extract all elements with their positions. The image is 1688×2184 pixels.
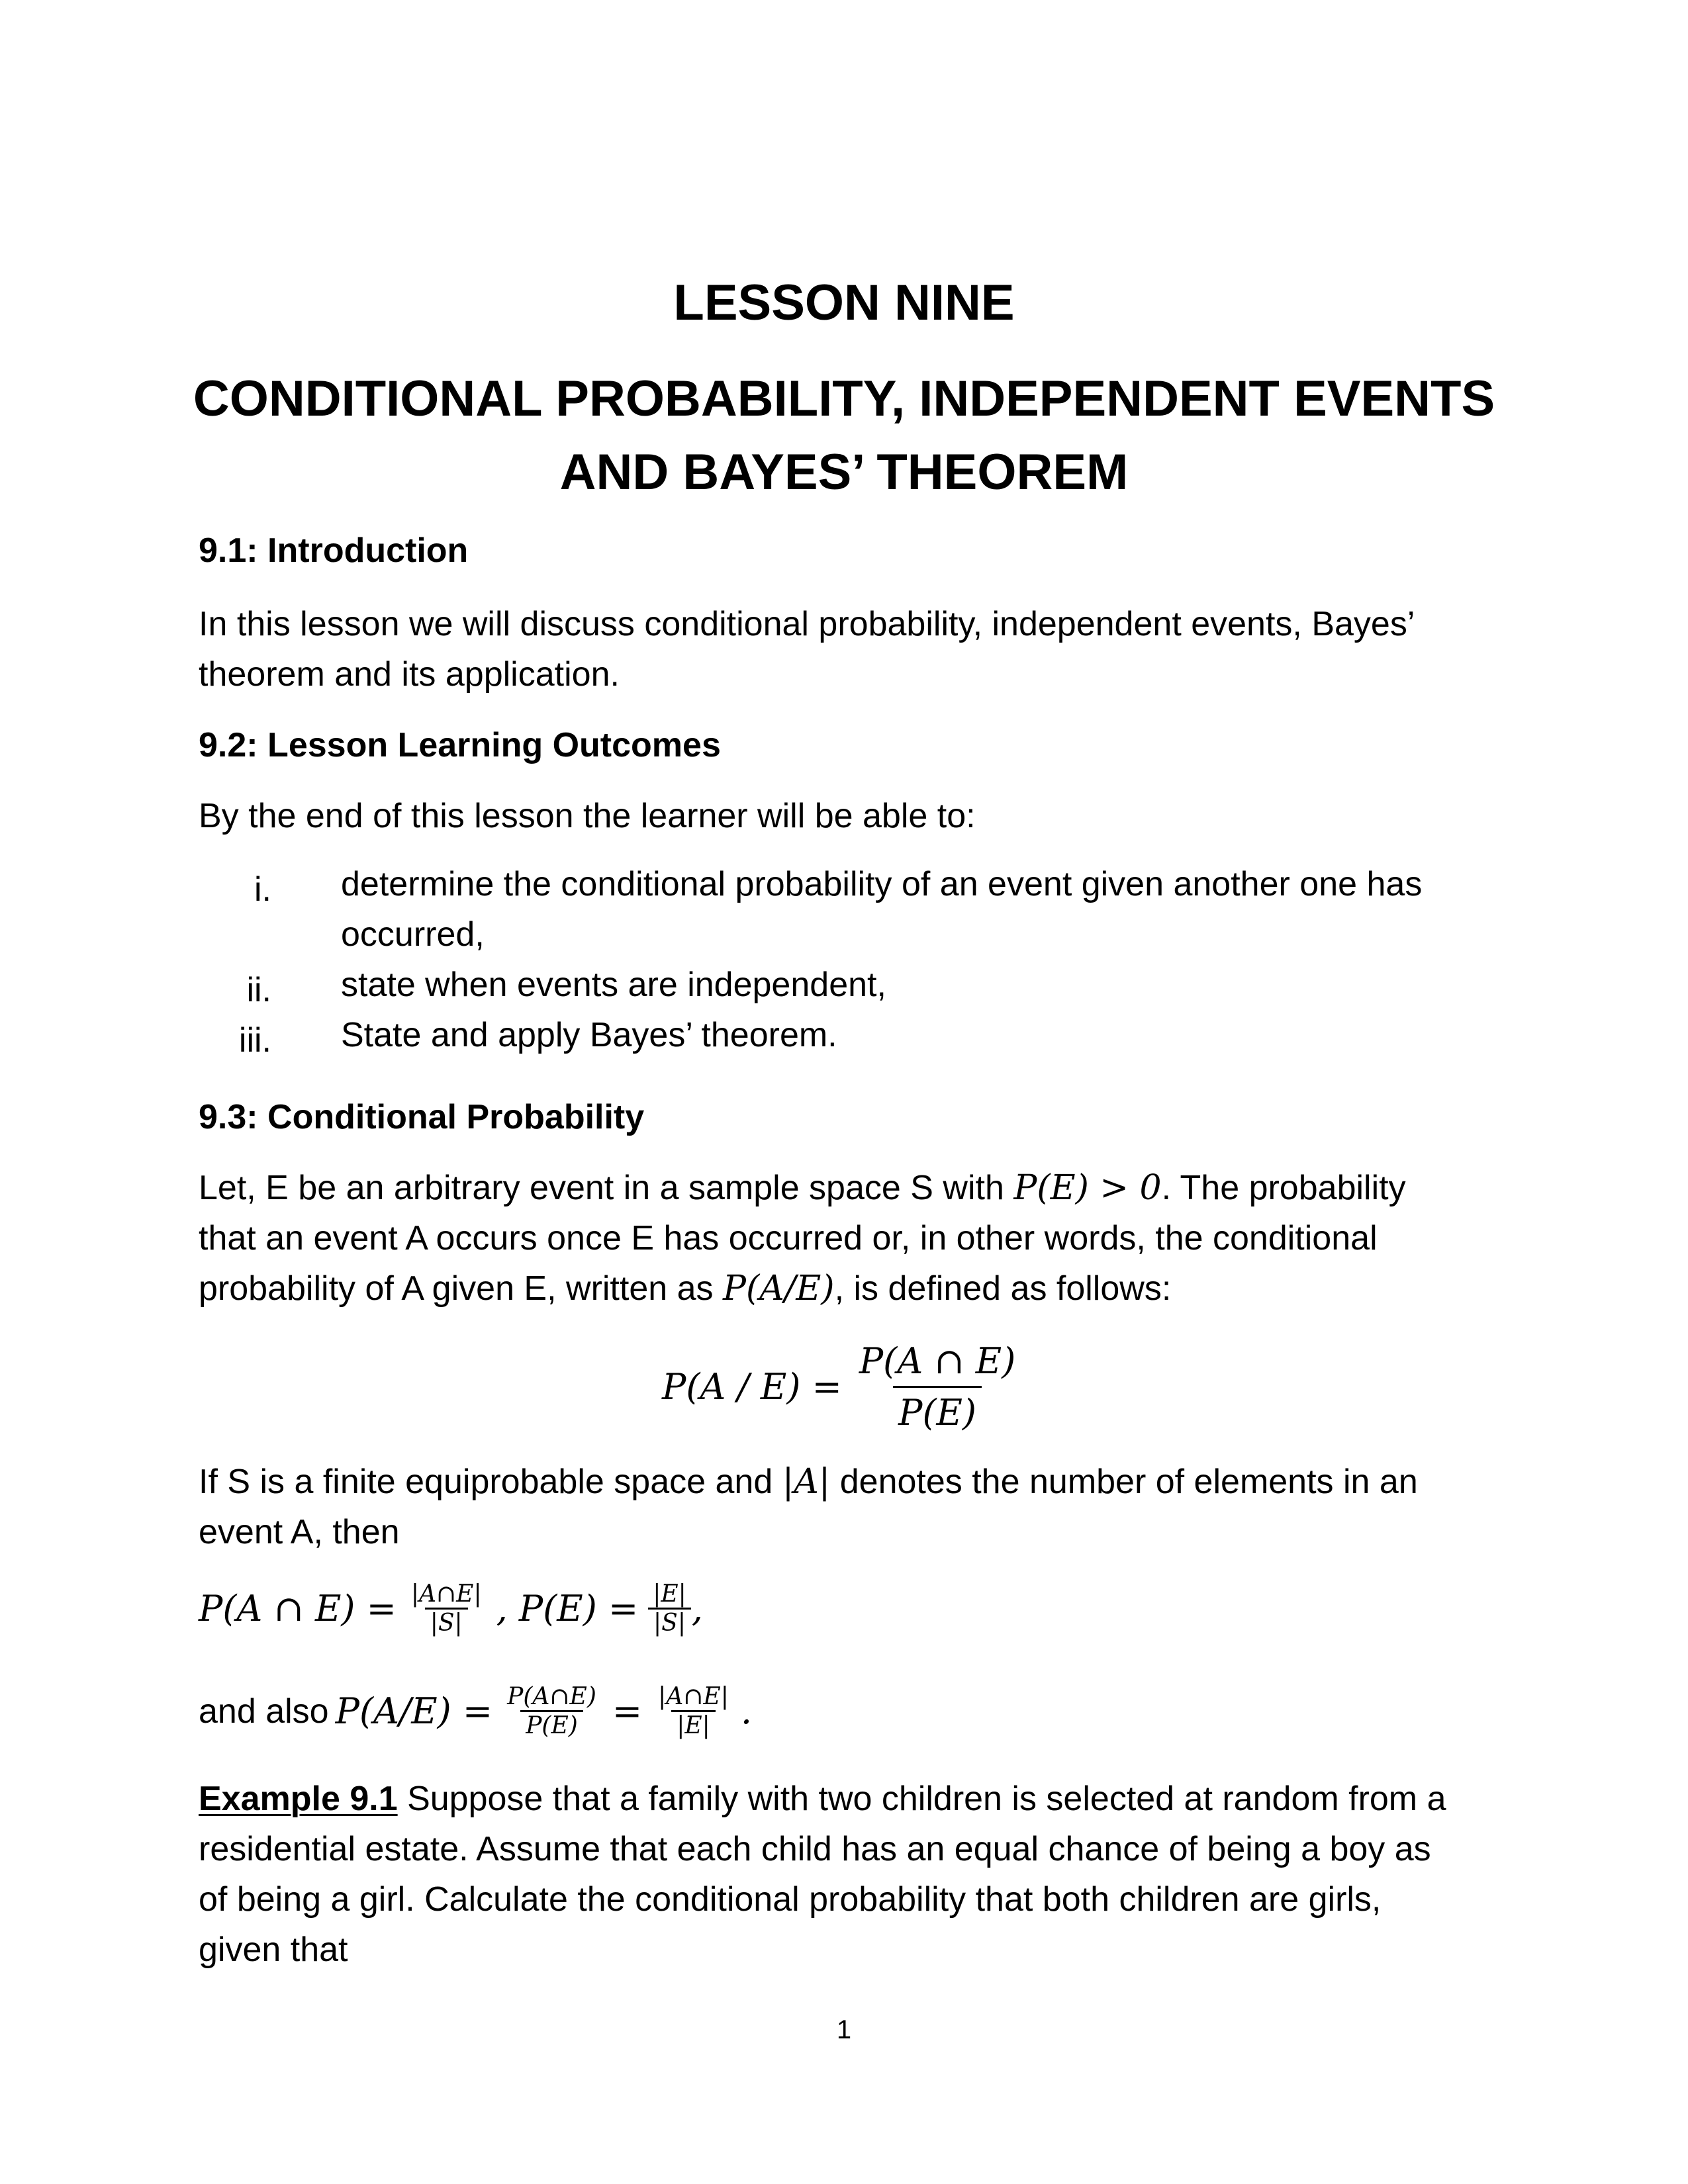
list-item-number: i. (254, 870, 271, 909)
example-line3: of being a girl. Calculate the conditional probability that both children are girls, (199, 1880, 1382, 1919)
fraction-numerator: |A∩E| (410, 1580, 482, 1608)
formula-equals: = (612, 1690, 643, 1732)
formula-lhs: P(A ∩ E) = (199, 1588, 397, 1629)
fraction-numerator: |A∩E| (658, 1683, 729, 1710)
math-inline: P(A/E) (722, 1269, 835, 1308)
section-9-3-heading: 9.3: Conditional Probability (199, 1098, 645, 1136)
list-item-text: determine the conditional probability of an event given another one has (341, 865, 1423, 903)
page-number: 1 (836, 2015, 852, 2044)
section-9-1-line2: theorem and its application. (199, 655, 620, 694)
definition-text: probability of A given E, written as (199, 1269, 723, 1308)
list-item-text-cont: occurred, (341, 915, 485, 954)
formula-fraction (406, 1580, 487, 1637)
formula-fraction (502, 1683, 602, 1739)
fraction-denominator: |S| (425, 1608, 468, 1637)
definition-text: . The probability (1161, 1169, 1406, 1207)
section-9-1-heading: 9.1: Introduction (199, 531, 469, 570)
fraction-numerator: |E| (653, 1580, 686, 1608)
formula-period: . (740, 1690, 752, 1732)
outcomes-intro: By the end of this lesson the learner will be able to: (199, 797, 976, 835)
formula-fraction (653, 1683, 734, 1739)
equiprobable-line1 (199, 1457, 1509, 1507)
definition-line3 (199, 1263, 1509, 1314)
example-line1 (199, 1774, 1509, 1824)
example-line4: given that (199, 1931, 348, 1969)
fraction-numerator: P(A∩E) (507, 1683, 596, 1710)
formula-fraction (854, 1340, 1021, 1433)
section-9-2-heading: 9.2: Lesson Learning Outcomes (199, 726, 721, 764)
lesson-title: LESSON NINE (673, 275, 1015, 331)
definition-text: Let, E be an arbitrary event in a sample space S with (199, 1169, 1014, 1207)
list-item-number: ii. (246, 971, 271, 1009)
fraction-denominator: P(E) (893, 1386, 982, 1433)
equiprobable-formulas (199, 1580, 703, 1637)
fraction-denominator: |E| (671, 1710, 716, 1739)
definition-line2: that an event A occurs once E has occurred or, in other words, the conditional (199, 1219, 1378, 1257)
chapter-title-line1: CONDITIONAL PROBABILITY, INDEPENDENT EVENTS (193, 371, 1495, 427)
example-text: Suppose that a family with two children is selected at random from a (397, 1780, 1446, 1818)
formula-intro-text: and also (199, 1692, 329, 1731)
fraction-denominator: |S| (648, 1608, 691, 1637)
formula-fraction (647, 1580, 692, 1637)
definition-line1 (199, 1163, 1509, 1213)
equiprobable-line2: event A, then (199, 1513, 400, 1551)
example-line2: residential estate. Assume that each child has an equal chance of being a boy as (199, 1830, 1431, 1868)
example-label: Example 9.1 (199, 1780, 398, 1818)
conditional-probability-formula (662, 1340, 1021, 1433)
equiprobable-text: denotes the number of elements in an (830, 1463, 1418, 1501)
formula-lhs: P(A / E) = (662, 1366, 842, 1408)
definition-text: , is defined as follows: (834, 1269, 1172, 1308)
conditional-counting-formula (199, 1683, 752, 1739)
fraction-denominator: P(E) (520, 1710, 583, 1739)
math-inline: P(E) > 0 (1013, 1168, 1162, 1208)
formula-lhs: P(A/E) = (335, 1690, 493, 1732)
fraction-numerator: P(A ∩ E) (859, 1340, 1016, 1382)
section-9-1-line1: In this lesson we will discuss conditional probability, independent events, Bayes’ (199, 605, 1415, 643)
formula-comma: , (691, 1588, 703, 1629)
equiprobable-text: If S is a finite equiprobable space and (199, 1463, 782, 1501)
chapter-title-line2: AND BAYES’ THEOREM (559, 444, 1129, 500)
list-item-number: iii. (238, 1021, 271, 1060)
formula-separator: , P(E) = (496, 1588, 639, 1629)
math-inline: |A| (782, 1462, 831, 1502)
list-item-text: state when events are independent, (341, 966, 886, 1004)
list-item-text: State and apply Bayes’ theorem. (341, 1016, 837, 1054)
